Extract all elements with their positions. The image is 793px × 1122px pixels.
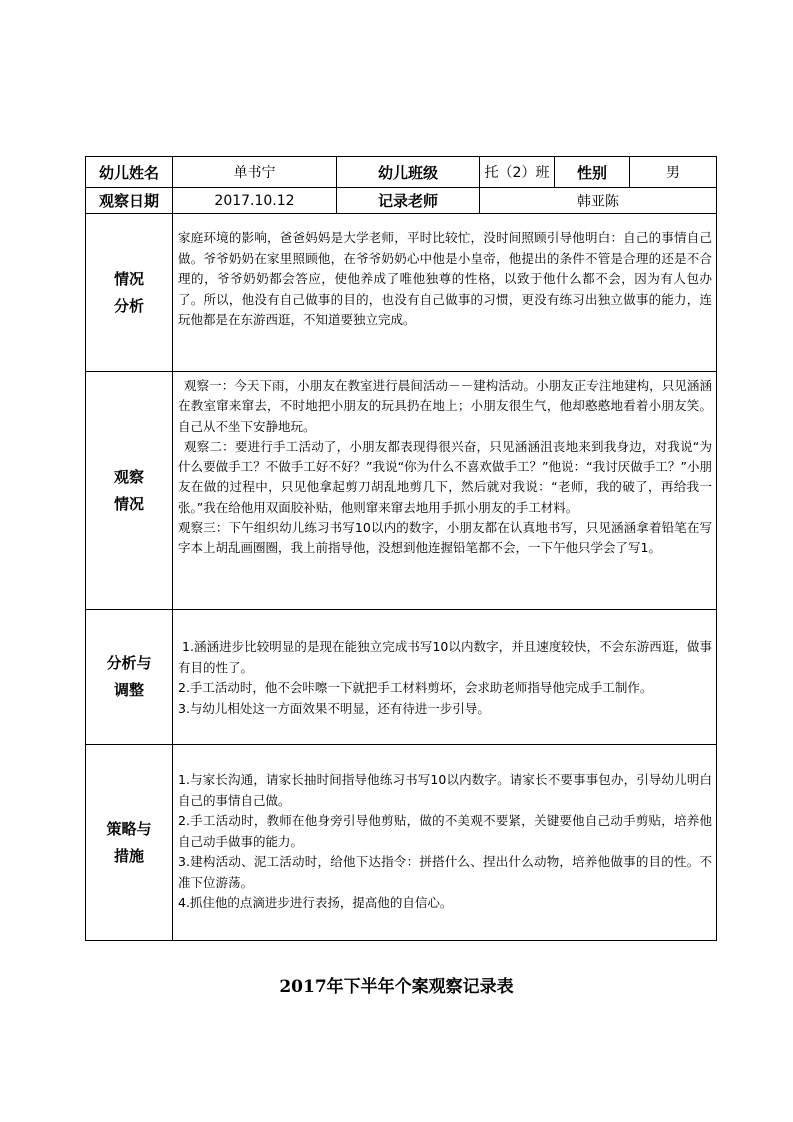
analysis-item-1: 1.涵涵进步比较明显的是现在能独立完成书写10以内数字，并且速度较快，不会东游西逛，做事有目的性了。	[178, 639, 712, 675]
observation-label-line1: 观察	[113, 467, 144, 486]
strategy-label-line1: 策略与	[106, 819, 152, 838]
analysis-item-3: 3.与幼儿相处这一方面效果不明显，还有待进一步引导。	[178, 700, 490, 716]
date-label: 观察日期	[86, 188, 173, 214]
analysis-label-line1: 分析与	[106, 654, 152, 672]
document-title: 2017年下半年个案观察记录表	[279, 977, 514, 997]
strategy-label	[86, 745, 173, 941]
situation-content	[173, 214, 717, 372]
gender-label: 性别	[555, 157, 630, 188]
teacher-label: 记录老师	[337, 188, 480, 214]
teacher-value: 韩亚陈	[480, 188, 717, 214]
strategy-label-line2: 措施	[113, 846, 144, 865]
observation-paragraph-1: 观察一：今天下雨，小朋友在教室进行晨间活动－－建构活动。小朋友正专注地建构，只见涵涵在教室窜来窜去，不时地把小朋友的玩具扔在地上；小朋友很生气，他却憨憨地看着小朋友笑。自己从不坐下安静地玩。	[178, 378, 712, 434]
class-label: 幼儿班级	[337, 157, 480, 188]
strategy-item-4: 4.抓住他的点滴进步进行表扬，提高他的自信心。	[178, 895, 453, 910]
header-row-2	[86, 188, 717, 214]
strategy-content	[173, 745, 717, 941]
strategy-item-3: 3.建构活动、泥工活动时，给他下达指令：拼搭什么、捏出什么动物，培养他做事的目的性。不准下位游荡。	[178, 854, 712, 890]
analysis-label-line2: 调整	[113, 681, 144, 699]
observation-label-line2: 情况	[113, 494, 144, 513]
situation-label-line2: 分析	[113, 296, 144, 315]
observation-label	[86, 372, 173, 610]
situation-row	[86, 214, 717, 372]
situation-label	[86, 214, 173, 372]
situation-label-line1: 情况	[113, 269, 144, 288]
observation-content	[173, 372, 717, 610]
strategy-item-1: 1.与家长沟通，请家长抽时间指导他练习书写10以内数字。请家长不要事事包办，引导幼儿明白自己的事情自己做。	[178, 772, 712, 808]
analysis-content	[173, 610, 717, 745]
gender-value: 男	[630, 157, 717, 188]
observation-paragraph-2: 观察二：要进行手工活动了，小朋友都表现得很兴奋，只见涵涵沮丧地来到我身边，对我说“为什么要做手工？不做手工好不好？”我说“你为什么不喜欢做手工？”他说：“我讨厌做手工？”小朋友在做的过程中，只见他拿起剪刀胡乱地剪几下，然后就对我说：“老师，我的破了，再给我一张。”我在给他用双面胶补贴，他则窜来窜去地用手抓小朋友的手工材料。	[178, 438, 712, 515]
analysis-row	[86, 610, 717, 745]
observation-row	[86, 372, 717, 610]
analysis-label	[86, 610, 173, 745]
observation-record-table	[85, 156, 717, 941]
observation-paragraph-3: 观察三：下午组织幼儿练习书写10以内的数字，小朋友都在认真地书写，只见涵涵拿着铅笔在写字本上胡乱画圈圈，我上前指导他，没想到他连握铅笔都不会，一下午他只学会了写1。	[178, 520, 712, 556]
class-value: 托（2）班	[480, 157, 555, 188]
header-row-1	[86, 157, 717, 188]
strategy-item-2: 2.手工活动时，教师在他身旁引导他剪贴，做的不美观不要紧，关键要他自己动手剪贴，培养他自己动手做事的能力。	[178, 813, 712, 849]
name-value: 单书宁	[173, 157, 337, 188]
analysis-item-2: 2.手工活动时，他不会咔嚓一下就把手工材料剪坏，会求助老师指导他完成手工制作。	[178, 680, 653, 695]
strategy-row	[86, 745, 717, 941]
name-label: 幼儿姓名	[86, 157, 173, 188]
situation-text: 家庭环境的影响，爸爸妈妈是大学老师，平时比较忙，没时间照顾引导他明白：自己的事情自己做。爷爷奶奶在家里照顾他，在爷爷奶奶心中他是小皇帝，他提出的条件不管是合理的还是不合理的，爷爷奶奶都会答应，使他养成了唯他独尊的性格，以致于他什么都不会，因为有人包办了。所以，他没有自己做事的目的，也没有自己做事的习惯，更没有练习出独立做事的能力，连玩他都是在东游西逛，不知道要独立完成。	[178, 230, 712, 327]
date-value: 2017.10.12	[173, 188, 337, 214]
